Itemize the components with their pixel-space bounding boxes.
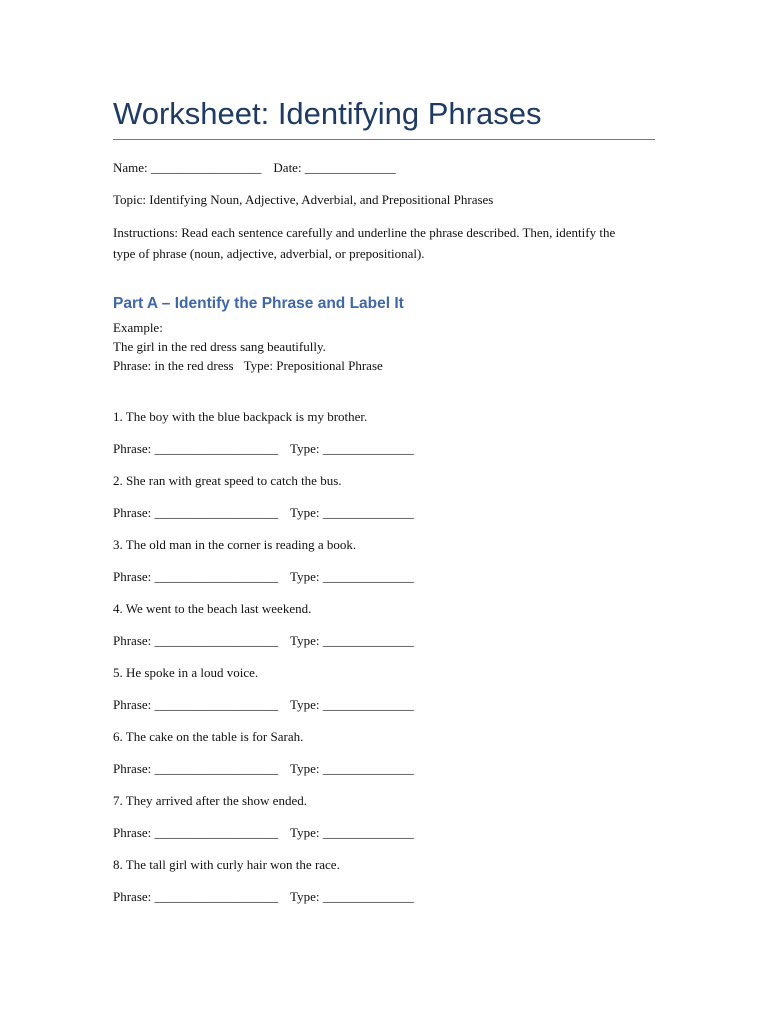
type-blank[interactable]: Type: ______________ <box>290 633 414 648</box>
type-blank[interactable]: Type: ______________ <box>290 569 414 584</box>
type-blank[interactable]: Type: ______________ <box>290 889 414 904</box>
question-sentence: 1. The boy with the blue backpack is my brother. <box>113 409 368 424</box>
answer-row <box>113 503 414 522</box>
answer-row <box>113 631 414 650</box>
phrase-blank[interactable]: Phrase: ___________________ <box>113 633 279 648</box>
phrase-blank[interactable]: Phrase: ___________________ <box>113 505 279 520</box>
example-type: Type: Prepositional Phrase <box>243 358 383 373</box>
question-sentence: 4. We went to the beach last weekend. <box>113 601 312 616</box>
type-blank[interactable]: Type: ______________ <box>290 697 414 712</box>
example-label: Example: <box>113 320 163 335</box>
answer-row <box>113 439 414 458</box>
page-title: Worksheet: Identifying Phrases <box>113 96 542 131</box>
instructions: Instructions: Read each sentence carefully and underline the phrase described. Then, identify the type of phrase (noun, adjective, adverbial, or prepositional). <box>113 225 616 261</box>
phrase-blank[interactable]: Phrase: ___________________ <box>113 761 279 776</box>
example-phrase: Phrase: in the red dress <box>113 358 234 373</box>
question-sentence: 6. The cake on the table is for Sarah. <box>113 729 304 744</box>
question-sentence: 2. She ran with great speed to catch the bus. <box>113 473 342 488</box>
title-underline <box>113 139 655 140</box>
answer-row <box>113 759 414 778</box>
name-date-row <box>113 158 396 177</box>
example-answer-row <box>113 356 383 375</box>
part-a-heading: Part A – Identify the Phrase and Label It <box>113 295 404 312</box>
topic-line: Topic: Identifying Noun, Adjective, Adverbial, and Prepositional Phrases <box>113 192 494 207</box>
phrase-blank[interactable]: Phrase: ___________________ <box>113 697 279 712</box>
answer-row <box>113 567 414 586</box>
date-field[interactable]: Date: ______________ <box>273 160 396 175</box>
type-blank[interactable]: Type: ______________ <box>290 825 414 840</box>
answer-row <box>113 695 414 714</box>
type-blank[interactable]: Type: ______________ <box>290 441 414 456</box>
phrase-blank[interactable]: Phrase: ___________________ <box>113 569 279 584</box>
example-sentence: The girl in the red dress sang beautifully. <box>113 339 326 354</box>
phrase-blank[interactable]: Phrase: ___________________ <box>113 441 279 456</box>
phrase-blank[interactable]: Phrase: ___________________ <box>113 889 279 904</box>
phrase-blank[interactable]: Phrase: ___________________ <box>113 825 279 840</box>
question-sentence: 8. The tall girl with curly hair won the race. <box>113 857 340 872</box>
type-blank[interactable]: Type: ______________ <box>290 761 414 776</box>
answer-row <box>113 887 414 906</box>
question-sentence: 3. The old man in the corner is reading a book. <box>113 537 357 552</box>
question-sentence: 7. They arrived after the show ended. <box>113 793 307 808</box>
type-blank[interactable]: Type: ______________ <box>290 505 414 520</box>
name-field[interactable]: Name: _________________ <box>113 160 262 175</box>
question-sentence: 5. He spoke in a loud voice. <box>113 665 259 680</box>
answer-row <box>113 823 414 842</box>
